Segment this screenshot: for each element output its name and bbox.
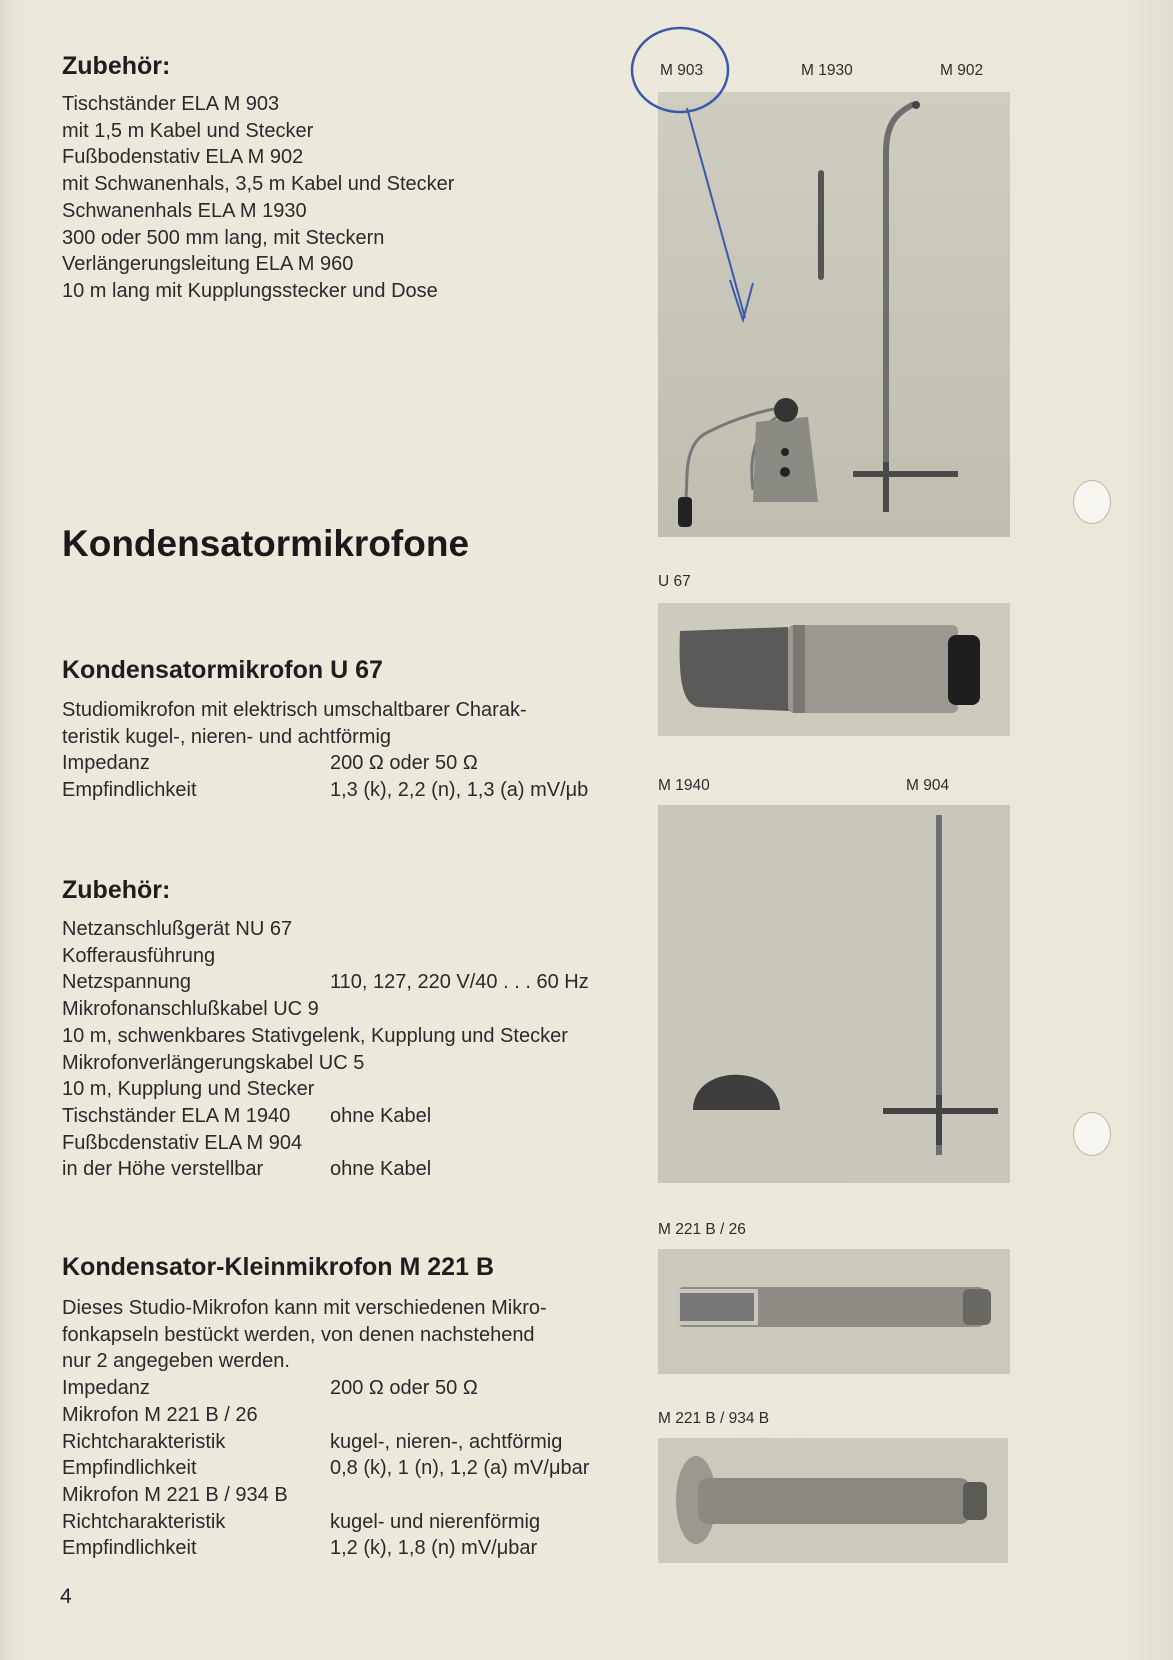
accessories-list-2 (62, 916, 627, 1183)
photo-u67 (658, 603, 1010, 736)
text-line: Studiomikrofon mit elektrisch umschaltbarer Charak- (62, 699, 527, 721)
spec-label: Tischständer ELA M 1940 (62, 1104, 291, 1127)
photo-stands-2 (658, 805, 1010, 1183)
stands2-illustration (658, 805, 1010, 1183)
gooseneck-m1930 (818, 170, 824, 280)
accessories-heading-2: Zubehör: (62, 876, 171, 904)
spec-value: 1,2 (k), 1,8 (n) mV/μbar (330, 1537, 538, 1560)
spec-value: 110, 127, 220 V/40 . . . 60 Hz (330, 971, 589, 994)
spec-value: ohne Kabel (330, 1158, 432, 1181)
list-item: Mikrofonverlängerungskabel UC 5 (62, 1051, 365, 1074)
main-title: Kondensatormikrofone (62, 523, 470, 564)
spec-label: Richtcharakteristik (62, 1430, 226, 1453)
m221-description (62, 1295, 627, 1562)
text-line: Dieses Studio-Mikrofon kann mit verschiedenen Mikro- (62, 1297, 547, 1319)
spec-value: kugel- und nierenförmig (330, 1510, 541, 1533)
spec-value: kugel-, nieren-, achtförmig (330, 1430, 563, 1453)
u67-heading: Kondensatormikrofon U 67 (62, 656, 383, 684)
spec-value: ohne Kabel (330, 1104, 432, 1127)
spec-row (62, 1156, 627, 1183)
spec-label: Richtcharakteristik (62, 1510, 226, 1533)
caption-m1940: M 1940 (658, 777, 710, 794)
m221b26-illustration (658, 1249, 1010, 1374)
spec-row (62, 969, 627, 996)
list-item: 10 m, schwenkbares Stativgelenk, Kupplung und Stecker (62, 1024, 568, 1047)
accessories-list-1 (62, 91, 454, 305)
list-item: 300 oder 500 mm lang, mit Steckern (62, 226, 385, 249)
m221-heading: Kondensator-Kleinmikrofon M 221 B (62, 1253, 494, 1281)
spec-row (62, 1429, 627, 1456)
binder-hole-top (1073, 480, 1111, 524)
accessories-heading-1: Zubehör: (62, 52, 171, 80)
spec-row (62, 777, 627, 804)
spec-label: Empfindlichkeit (62, 1457, 197, 1480)
list-item: mit Schwanenhals, 3,5 m Kabel und Stecker (62, 173, 455, 196)
list-item: mit 1,5 m Kabel und Stecker (62, 119, 314, 142)
caption-m1930: M 1930 (801, 62, 853, 79)
photo-m221b-934b (658, 1438, 1008, 1563)
list-item: Fußbodenstativ ELA M 902 (62, 146, 304, 169)
list-item: 10 m, Kupplung und Stecker (62, 1078, 315, 1101)
list-item: Netzanschlußgerät NU 67 (62, 918, 293, 940)
caption-m221b-26: M 221 B / 26 (658, 1221, 746, 1238)
spec-row (62, 1535, 627, 1562)
spec-row (62, 1509, 627, 1536)
caption-m221b-934b: M 221 B / 934 B (658, 1410, 770, 1427)
spec-label: Fußbcdenstativ ELA M 904 (62, 1131, 303, 1154)
spec-label: Impedanz (62, 1377, 150, 1400)
text-line: Mikrofon M 221 B / 934 B (62, 1483, 288, 1506)
binder-hole-bottom (1073, 1112, 1111, 1156)
photo-m221b-26 (658, 1249, 1010, 1374)
spec-row (62, 1455, 627, 1482)
spec-label: Impedanz (62, 752, 150, 775)
spec-value: 200 Ω oder 50 Ω (330, 752, 478, 775)
list-item: Verlängerungsleitung ELA M 960 (62, 253, 354, 276)
text-line: teristik kugel-, nieren- und achtförmig (62, 725, 392, 748)
list-item: Tischständer ELA M 903 (62, 93, 280, 115)
caption-m903: M 903 (660, 62, 704, 79)
spec-value: 1,3 (k), 2,2 (n), 1,3 (a) mV/μb (330, 779, 589, 802)
spec-row (62, 1375, 627, 1402)
text-line: fonkapseln bestückt werden, von denen nachstehend (62, 1323, 535, 1346)
pen-annotation-circle-arrow (625, 18, 755, 328)
m221b934b-illustration (658, 1438, 1008, 1563)
u67-description (62, 697, 627, 804)
caption-m904: M 904 (906, 777, 950, 794)
spec-row (62, 750, 627, 777)
u67-illustration (658, 603, 1010, 736)
spec-label: Netzspannung (62, 971, 191, 994)
list-item: Kofferausführung (62, 944, 216, 967)
spec-value: 0,8 (k), 1 (n), 1,2 (a) mV/μbar (330, 1457, 590, 1480)
spec-label: in der Höhe verstellbar (62, 1158, 264, 1181)
list-item: Schwanenhals ELA M 1930 (62, 199, 307, 222)
list-item: Mikrofonanschlußkabel UC 9 (62, 998, 319, 1021)
text-line: nur 2 angegeben werden. (62, 1350, 290, 1373)
caption-u67: U 67 (658, 573, 691, 590)
table-stand-m903 (753, 417, 818, 502)
spec-label: Empfindlichkeit (62, 1537, 197, 1560)
list-item: 10 m lang mit Kupplungsstecker und Dose (62, 279, 438, 302)
text-line: Mikrofon M 221 B / 26 (62, 1403, 258, 1426)
page-number: 4 (60, 1585, 72, 1608)
spec-value: 200 Ω oder 50 Ω (330, 1377, 478, 1400)
spec-row (62, 1130, 627, 1157)
u67-grille (680, 627, 790, 711)
caption-m902: M 902 (940, 62, 984, 79)
spec-row (62, 1103, 627, 1130)
spec-label: Empfindlichkeit (62, 779, 197, 802)
